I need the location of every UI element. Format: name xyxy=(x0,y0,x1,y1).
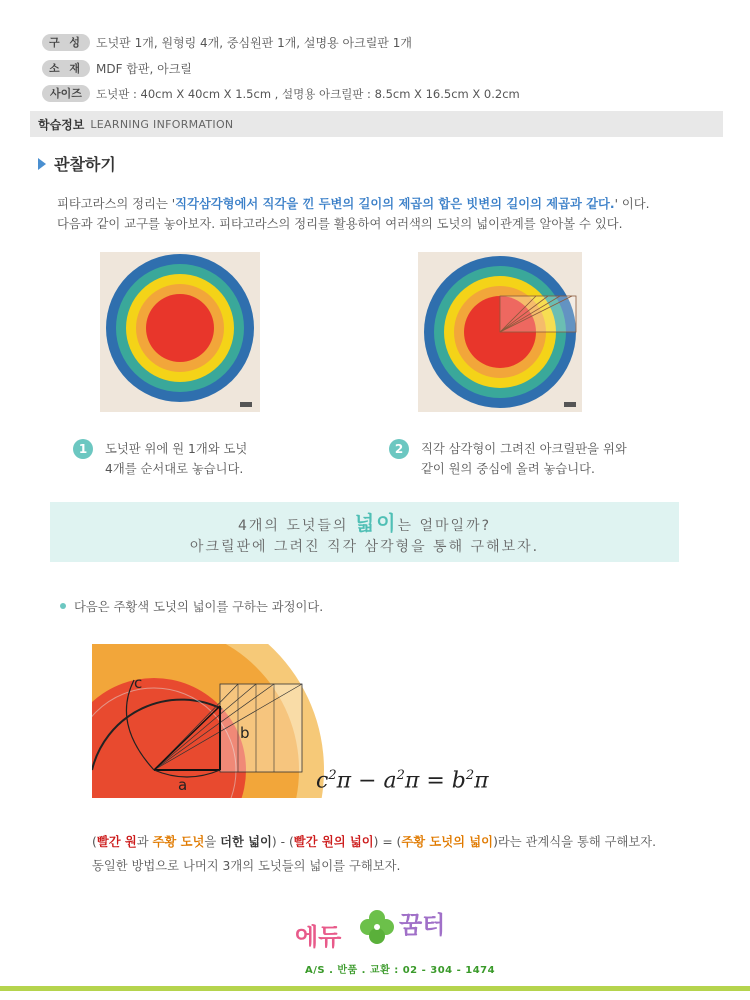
formula-pi-3: π xyxy=(474,768,489,794)
edu-kkumteo-logo xyxy=(295,905,465,955)
donut-board-acrylic-image xyxy=(418,252,582,412)
question-line-2: 아크릴판에 그려진 직각 삼각형을 통해 구해보자. xyxy=(189,539,540,555)
bullet-dot-icon xyxy=(60,603,66,609)
as-contact: A/S . 반품 . 교환 : 02 - 304 - 1474 xyxy=(305,965,496,976)
spec-label-size: 사이즈 xyxy=(42,85,90,102)
logo-text-part1: 에듀 xyxy=(295,923,342,951)
donut-board-photo xyxy=(100,252,260,412)
diagram-label-c: c xyxy=(134,674,143,692)
pythagoras-diagram-image xyxy=(92,644,344,798)
formula-exp-a: 2 xyxy=(396,768,405,783)
pythagoras-diagram xyxy=(92,644,344,798)
expl-t5: )라는 관계식을 통해 구해보자. xyxy=(493,835,657,849)
question-box xyxy=(50,502,679,562)
formula-b: b xyxy=(451,768,466,794)
diagram-label-a: a xyxy=(178,776,188,794)
spec-label-material: 소 재 xyxy=(42,60,90,77)
section-title-text: 관찰하기 xyxy=(54,155,116,174)
step-2-number: 2 xyxy=(389,439,409,459)
intro-suffix: ' 이다. xyxy=(614,197,650,211)
spec-size xyxy=(42,85,520,102)
expl-sum-area: 더한 넓이 xyxy=(220,835,272,849)
formula-exp-c: 2 xyxy=(328,768,337,783)
formula-exp-b: 2 xyxy=(465,768,475,783)
intro-paragraph xyxy=(57,194,697,234)
spec-value-material: MDF 합판, 아크릴 xyxy=(96,62,192,76)
formula-pi-1: π xyxy=(336,768,352,794)
expl-orange-donut-area: 주황 도넛의 넓이 xyxy=(401,835,494,849)
question-post: 는 얼마일까? xyxy=(397,518,492,534)
learning-info-en: LEARNING INFORMATION xyxy=(90,117,234,131)
intro-line-2: 다음과 같이 교구를 놓아보자. 피타고라스의 정리를 활용하여 여러색의 도넛의 넓이관계를 알아볼 수 있다. xyxy=(57,217,623,231)
expl-t3: ) - ( xyxy=(271,835,294,849)
intro-prefix: 피타고라스의 정리는 ' xyxy=(57,197,176,211)
donut-board-image xyxy=(100,252,260,412)
expl-t2: 을 xyxy=(204,835,221,849)
step-1 xyxy=(73,439,247,479)
expl-orange-donut: 주황 도넛 xyxy=(152,835,205,849)
question-keyword: 넓이 xyxy=(354,511,398,535)
step-1-line-2: 4개를 순서대로 놓습니다. xyxy=(105,462,244,476)
spec-value-size: 도넛판 : 40cm X 40cm X 1.5cm , 설명용 아크릴판 : 8.5cm X 16.5cm X 0.2cm xyxy=(96,86,520,101)
question-line-1 xyxy=(50,512,679,537)
bullet-text: 다음은 주황색 도넛의 넓이를 구하는 과정이다. xyxy=(74,600,324,614)
step-2-line-1: 직각 삼각형이 그려진 아크릴판을 위와 xyxy=(421,442,627,456)
triangle-arrow-icon xyxy=(38,158,46,170)
question-pre: 4개의 도넛들의 xyxy=(237,518,355,534)
expl-t4: ) = ( xyxy=(373,835,402,849)
step-1-line-1: 도넛판 위에 원 1개와 도넛 xyxy=(105,442,248,456)
expl-red-circle: 빨간 원 xyxy=(96,835,137,849)
explanation-line-2: 동일한 방법으로 나머지 3개의 도넛들의 넓이를 구해보자. xyxy=(92,859,401,873)
diagram-label-b: b xyxy=(240,724,250,742)
spec-material xyxy=(42,60,192,77)
expl-p1: ( xyxy=(92,835,97,849)
bottom-divider xyxy=(0,986,750,991)
expl-red-circle-area: 빨간 원의 넓이 xyxy=(293,835,374,849)
donut-board-acrylic-photo xyxy=(418,252,582,412)
step-1-number: 1 xyxy=(73,439,93,459)
formula-c: c xyxy=(316,768,329,794)
step-2 xyxy=(389,439,627,479)
explanation-paragraph xyxy=(92,830,656,878)
explanation-line-1 xyxy=(92,830,656,854)
learning-info-bar xyxy=(30,111,723,137)
intro-line-1 xyxy=(57,194,697,214)
pythagoras-formula xyxy=(316,768,489,793)
formula-equals: = xyxy=(419,768,452,794)
logo-text-part2: 꿈터 xyxy=(399,911,446,939)
spec-label-composition: 구 성 xyxy=(42,34,90,51)
expl-t1: 과 xyxy=(136,835,153,849)
formula-pi-2: π xyxy=(404,768,420,794)
learning-info-ko: 학습정보 xyxy=(38,117,85,132)
section-title xyxy=(38,152,116,175)
spec-composition xyxy=(42,34,412,51)
spec-value-composition: 도넛판 1개, 원형링 4개, 중심원판 1개, 설명용 아크릴판 1개 xyxy=(96,36,412,50)
step-2-line-2: 같이 원의 중심에 올려 놓습니다. xyxy=(421,462,595,476)
clover-icon xyxy=(357,907,397,947)
formula-a: a xyxy=(383,768,397,794)
intro-highlight: 직각삼각형에서 직각을 낀 두변의 길이의 제곱의 합은 빗변의 길이의 제곱과 같다. xyxy=(175,197,615,211)
formula-minus: − xyxy=(351,768,384,794)
bullet-item xyxy=(60,597,323,615)
